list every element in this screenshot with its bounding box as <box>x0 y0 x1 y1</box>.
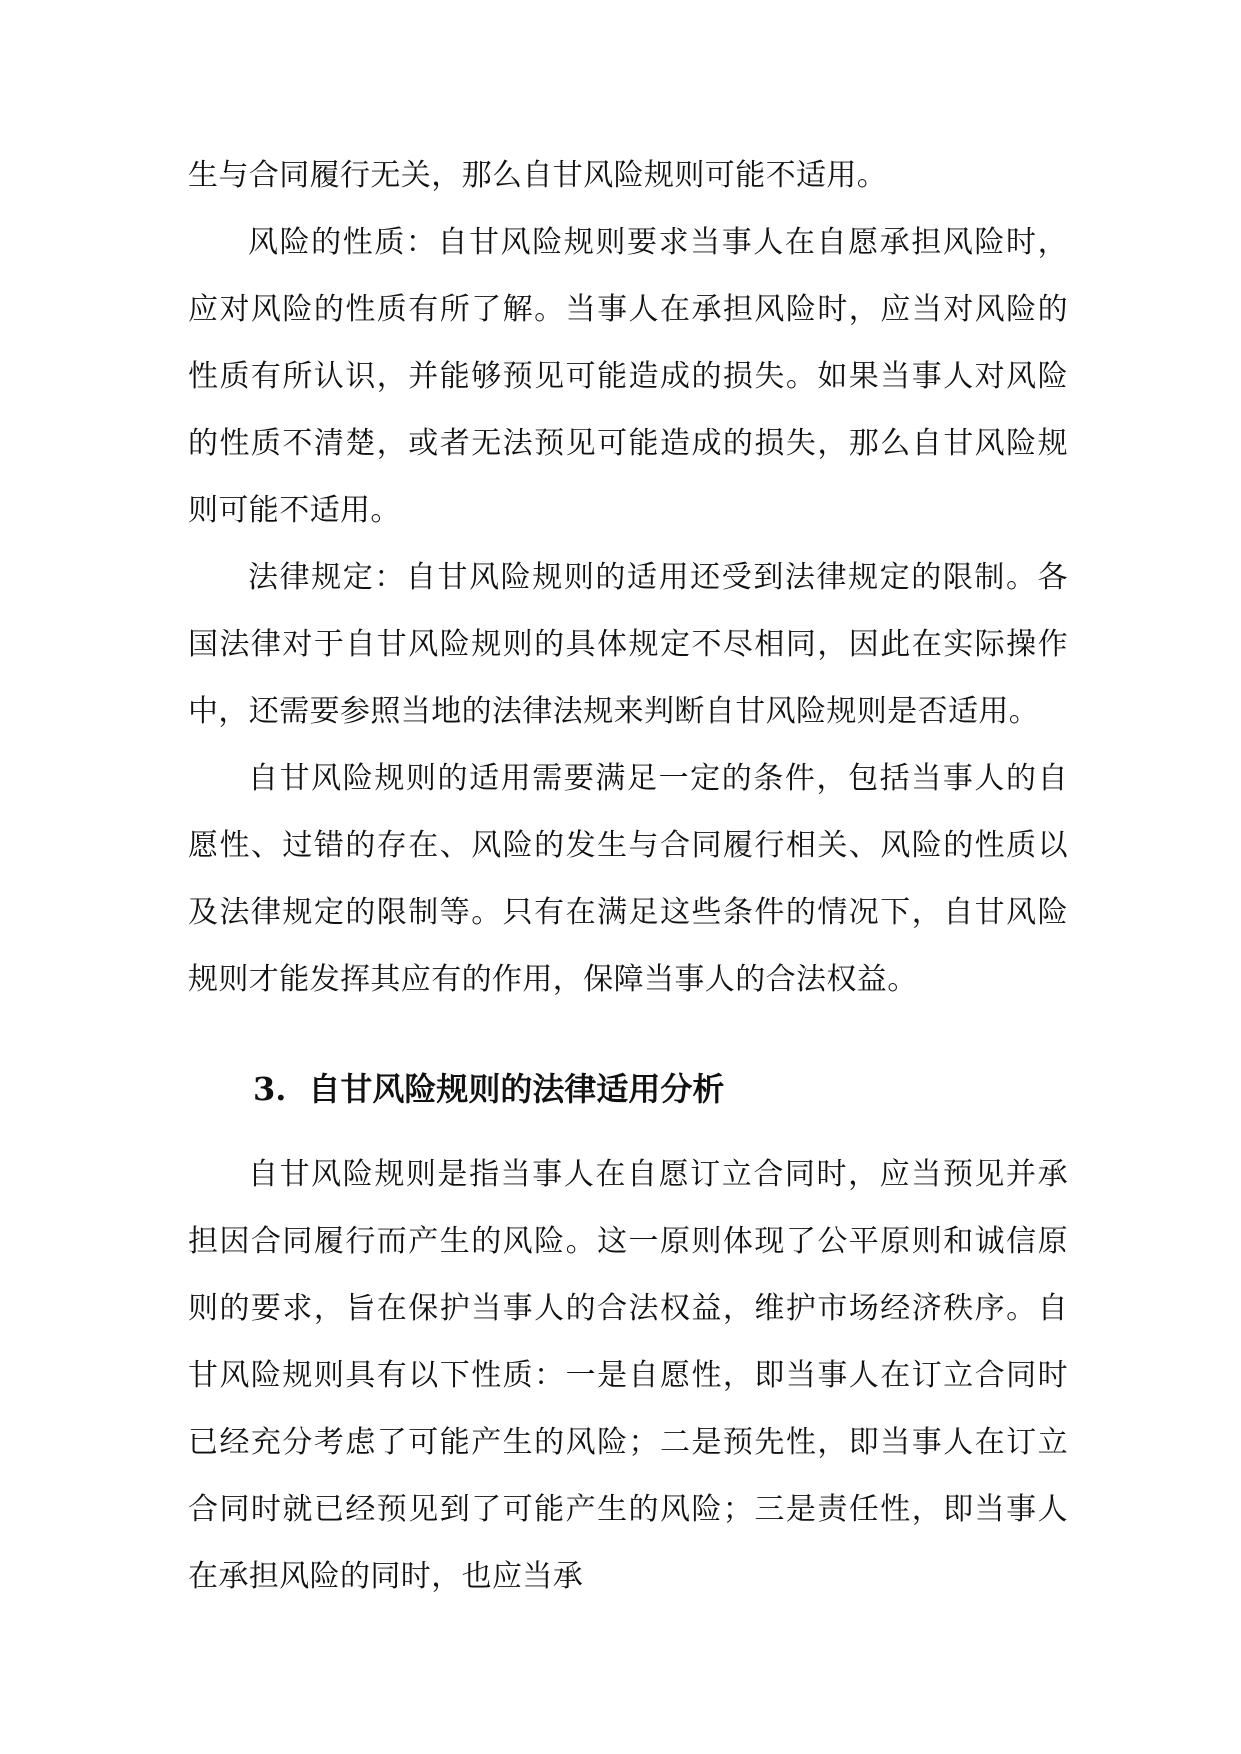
section-number: 3. <box>253 1070 287 1108</box>
paragraph-legal-provisions: 法律规定：自甘风险规则的适用还受到法律规定的限制。各国法律对于自甘风险规则的具体规定不尽相同，因此在实际操作中，还需要参照当地的法律法规来判断自甘风险规则是否适用。 <box>188 560 1068 729</box>
paragraph-summary: 自甘风险规则的适用需要满足一定的条件，包括当事人的自愿性、过错的存在、风险的发生与合同履行相关、风险的性质以及法律规定的限制等。只有在满足这些条件的情况下，自甘风险规则才能发挥其应有的作用，保障当事人的合法权益。 <box>188 761 1068 997</box>
document-body <box>188 142 1068 1610</box>
paragraph-section-intro: 自甘风险规则是指当事人在自愿订立合同时，应当预见并承担因合同履行而产生的风险。这一原则体现了公平原则和诚信原则的要求，旨在保护当事人的合法权益，维护市场经济秩序。自甘风险规则具有以下性质：一是自愿性，即当事人在订立合同时已经充分考虑了可能产生的风险；二是预先性，即当事人在订立合同时就已经预见到了可能产生的风险；三是责任性，即当事人在承担风险的同时，也应当承 <box>188 1157 1068 1594</box>
paragraph-continuation: 生与合同履行无关，那么自甘风险规则可能不适用。 <box>188 158 888 193</box>
section-title: 自甘风险规则的法律适用分析 <box>308 1070 725 1108</box>
section-heading <box>253 1065 1068 1113</box>
paragraph-risk-nature: 风险的性质：自甘风险规则要求当事人在自愿承担风险时，应对风险的性质有所了解。当事人在承担风险时，应当对风险的性质有所认识，并能够预见可能造成的损失。如果当事人对风险的性质不清楚，或者无法预见可能造成的损失，那么自甘风险规则可能不适用。 <box>188 225 1068 528</box>
